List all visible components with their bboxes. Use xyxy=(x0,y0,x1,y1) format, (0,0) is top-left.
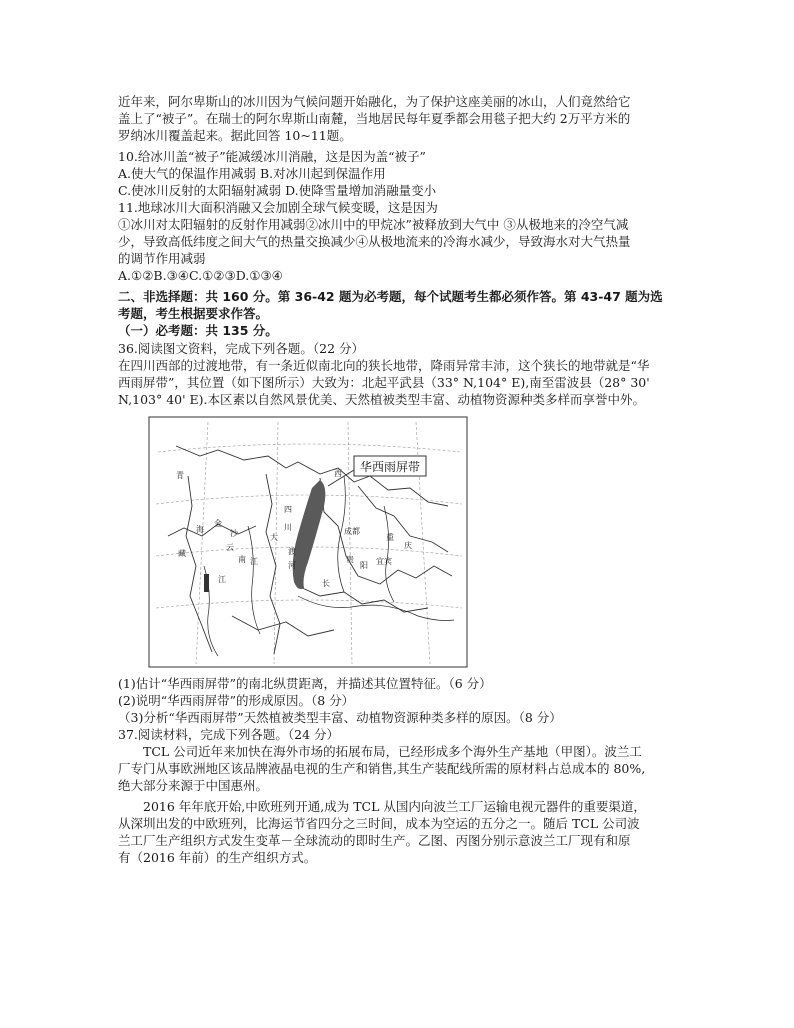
place-label: 重 xyxy=(386,533,394,542)
question-10 xyxy=(118,148,684,199)
place-label: 江 xyxy=(218,575,226,584)
question-options: A.①②B.③④C.①②③D.①③④ xyxy=(118,268,283,283)
place-label: 江 xyxy=(250,557,258,566)
paragraph-line: TCL 公司近年来加快在海外市场的拓展布局，已经形成多个海外生产基地（甲图）。波兰工 xyxy=(143,744,642,759)
paragraph-line: 兰工厂生产组织方式发生变革－全球流动的即时生产。乙图、丙图分别示意波兰工厂现有和原 xyxy=(118,833,631,848)
subquestion: (1)估计“华西雨屏带”的南北纵贯距离，并描述其位置特征。（6 分） xyxy=(118,676,492,691)
question-stem: 36.阅读图文资料，完成下列各题。（22 分） xyxy=(118,341,365,356)
intro-line: 罗纳冰川覆盖起来。据此回答 10~11题。 xyxy=(118,128,352,143)
place-label: 藏 xyxy=(178,549,186,558)
place-label: 川 xyxy=(284,523,292,532)
place-label: 宜宾 xyxy=(376,557,392,566)
place-label: 渡 xyxy=(288,547,296,556)
place-label: 金 xyxy=(214,519,222,528)
paragraph-line: 厂专门从事欧洲地区该品牌液晶电视的生产和销售,其生产装配线所需的原材料占总成本的 80%, xyxy=(118,761,646,776)
section-2-heading xyxy=(118,288,684,339)
place-label: 河 xyxy=(288,561,296,570)
section-heading-line: 二、非选择题：共 160 分。第 36-42 题为必考题，每个试题考生都必须作答。第 43-47 题为选 xyxy=(118,289,663,304)
paragraph-line: 2016 年年底开始,中欧班列开通,成为 TCL 从国内向波兰工厂运输电视元器件的重要渠道， xyxy=(143,799,646,814)
paragraph-line: 绝大部分来源于中国惠州。 xyxy=(118,778,269,793)
question-options: A.使大气的保温作用减弱 B.对冰川起到保温作用 xyxy=(118,166,386,181)
question-11 xyxy=(118,199,684,284)
question-text-line: 西雨屏带”，其位置（如下图所示）大致为：北起平武县（33° N,104° E),南至雷波县（28° 30' xyxy=(118,375,650,390)
place-label: 南 xyxy=(238,555,246,564)
question-text-line: 的调节作用减弱 xyxy=(118,251,206,266)
paragraph-line: 从深圳出发的中欧班列，比海运节省四分之三时间，成本为空运的五分之一。随后 TCL 公司波 xyxy=(118,816,640,831)
place-label: 沙 xyxy=(230,529,238,538)
place-label: 云 xyxy=(226,543,234,552)
question-text-line: 少，导致高低纬度之间大气的热量交换减少④从极地流来的冷海水减少，导致海水对大气热量 xyxy=(118,234,631,249)
place-label: 大 xyxy=(270,533,278,542)
place-label: 青 xyxy=(176,471,184,480)
place-label: 庆 xyxy=(404,541,412,550)
lake-marker xyxy=(204,574,209,592)
place-label: 成都 xyxy=(344,527,360,536)
question-stem: 11.地球冰川大面积消融又会加剧全球气候变暖，这是因为 xyxy=(118,200,438,215)
place-label: 贵 xyxy=(346,555,354,564)
subquestion: （3)分析“华西雨屏带”天然植被类型丰富、动植物资源种类多样的原因。（8 分） xyxy=(118,710,562,725)
place-label: 长 xyxy=(322,579,330,588)
place-label: 四 xyxy=(284,505,292,514)
question-36 xyxy=(118,340,684,408)
huaxi-rain-screen-map xyxy=(148,416,468,668)
intro-line: 盖上了“被子”。在瑞士的阿尔卑斯山南麓，当地居民每年夏季都会用毯子把大约 2万平方米的 xyxy=(118,111,631,126)
place-label: 海 xyxy=(196,525,204,534)
intro-paragraph xyxy=(118,93,684,144)
place-label: 阳 xyxy=(360,561,368,570)
question-text-line: ①冰川对太阳辐射的反射作用减弱②冰川中的甲烷冰”被释放到大气中 ③从极地来的冷空气减 xyxy=(118,217,629,232)
question-36-subquestions xyxy=(118,675,684,726)
intro-line: 近年来，阿尔卑斯山的冰川因为气候问题开始融化，为了保护这座美丽的冰山，人们竟然给它 xyxy=(118,94,631,109)
place-label: 西 xyxy=(334,469,342,478)
question-37 xyxy=(118,726,684,866)
paragraph-line: 有（2016 年前）的生产组织方式。 xyxy=(118,850,317,865)
section-subheading: （一）必考题：共 135 分。 xyxy=(118,323,278,338)
callout-label: 华西雨屏带 xyxy=(359,460,421,474)
question-text-line: 在四川西部的过渡地带，有一条近似南北向的狭长地带，降雨异常丰沛，这个狭长的地带就是“华 xyxy=(118,358,650,373)
subquestion: (2)说明“华西雨屏带”的形成原因。（8 分） xyxy=(118,693,355,708)
question-text-line: N,103° 40' E).本区素以自然风景优美、天然植被类型丰富、动植物资源种类多样而享誉中外。 xyxy=(118,392,645,407)
section-heading-line: 考题，考生根据要求作答。 xyxy=(118,306,269,321)
question-stem: 10.给冰川盖“被子”能减缓冰川消融，这是因为盖“被子” xyxy=(118,149,426,164)
question-stem: 37.阅读材料，完成下列各题。（24 分） xyxy=(118,727,340,742)
question-options: C.使冰川反射的太阳辐射减弱 D.使降雪量增加消融量变小 xyxy=(118,183,437,198)
